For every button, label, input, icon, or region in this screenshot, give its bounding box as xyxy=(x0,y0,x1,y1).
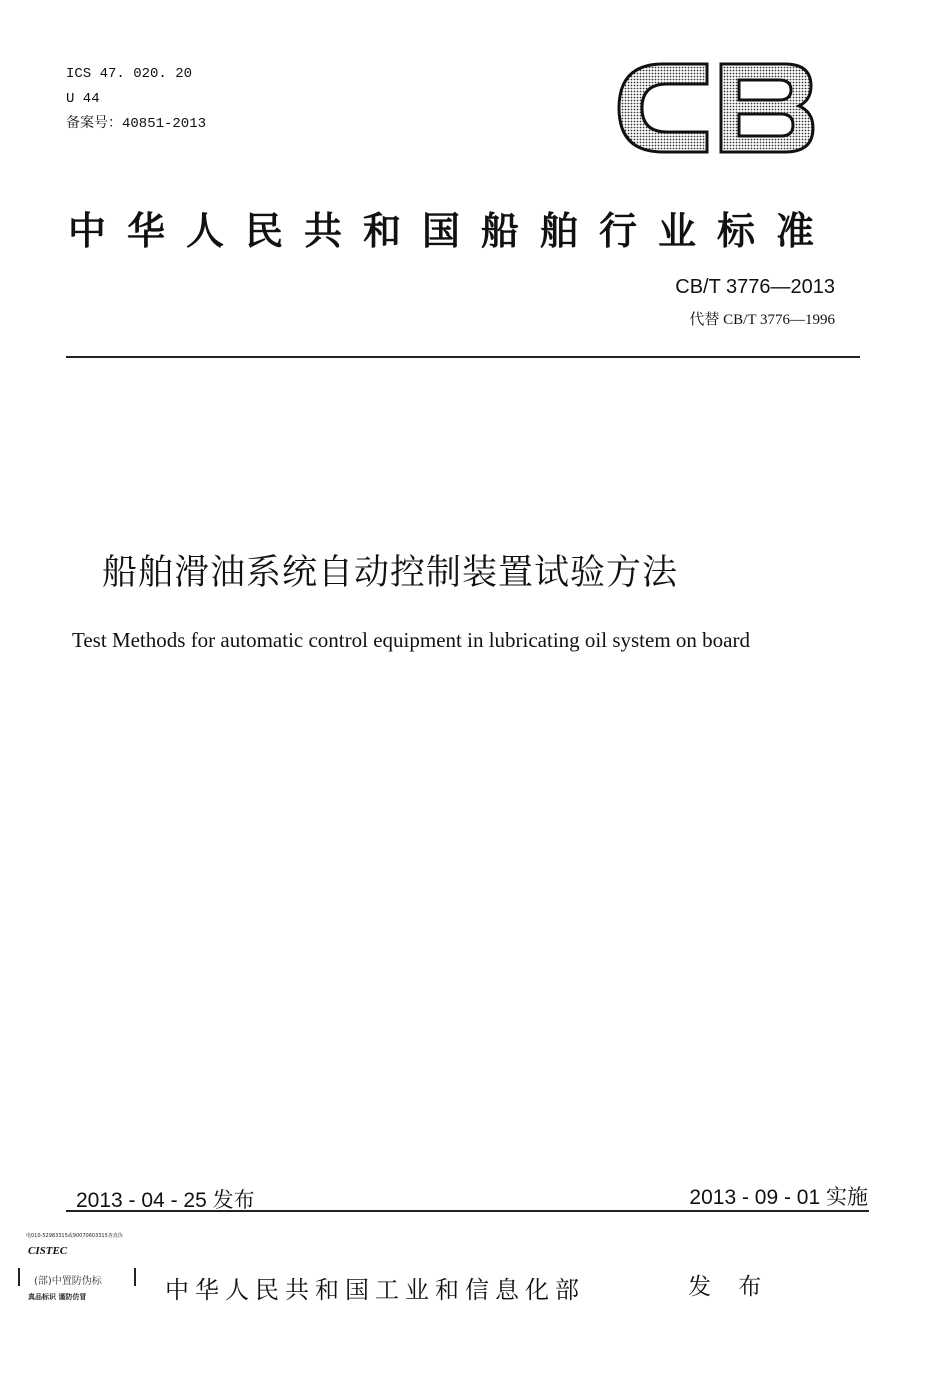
filing-number: 备案号：40851-2013 xyxy=(66,116,207,132)
title-english: Test Methods for automatic control equipment in lubricating oil system on board xyxy=(72,628,750,652)
standard-number: CB/T 3776—2013 xyxy=(675,276,835,298)
publisher: 中华人民共和国工业和信息化部 xyxy=(165,1276,585,1304)
stamp-footer: 真品标识 谨防仿冒 xyxy=(28,1293,87,1301)
header-divider xyxy=(66,356,860,358)
title-chinese: 船舶滑油系统自动控制装置试验方法 xyxy=(102,553,679,593)
footer-divider xyxy=(66,1210,869,1212)
stamp-brand: CISTEC xyxy=(28,1245,68,1257)
cb-logo xyxy=(615,60,815,155)
org-title: 中华人民共和国船舶行业标准 xyxy=(68,209,836,253)
stamp-verify-text: 电010-52983315或90070603315查真伪 xyxy=(26,1233,123,1239)
ics-code: ICS 47. 020. 20 xyxy=(66,66,193,82)
replaces-standard: 代替 CB/T 3776—1996 xyxy=(689,312,835,328)
class-code: U 44 xyxy=(66,91,100,107)
implement-date: 2013 - 09 - 01 实施 xyxy=(689,1186,868,1209)
publish-label: 发 布 xyxy=(688,1274,772,1300)
publish-date: 2013 - 04 - 25 发布 xyxy=(76,1189,255,1212)
stamp-label: (部)中置防伪标 xyxy=(34,1276,102,1287)
standard-metadata xyxy=(66,62,206,137)
